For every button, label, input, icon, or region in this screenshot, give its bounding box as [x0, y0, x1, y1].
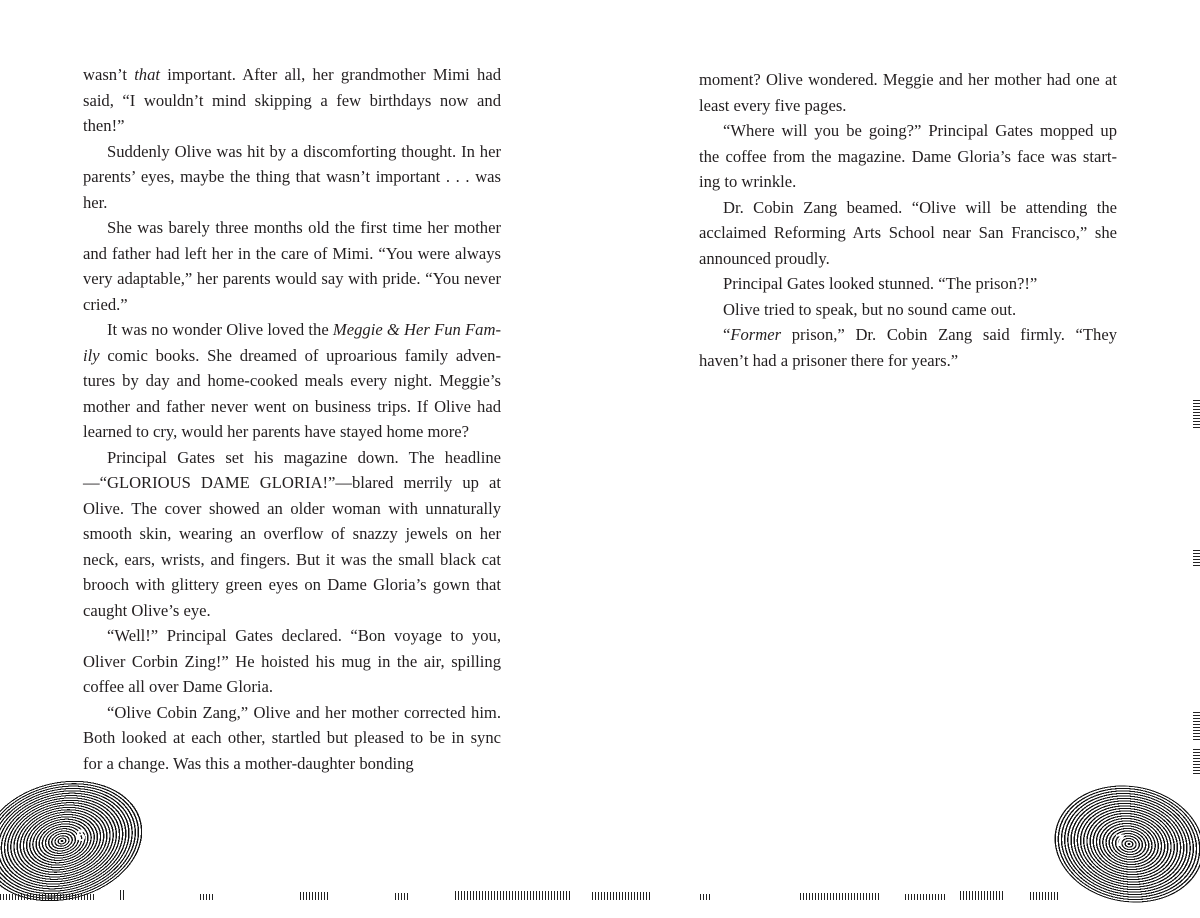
- text-run: important. After all, her grandmother Mimi had said, “I wouldn’t mind skipping a few birthdays now and then!”: [83, 65, 501, 135]
- paragraph: [699, 67, 1117, 118]
- italic-text-run: that: [134, 65, 161, 84]
- text-run: moment? Olive wondered. Meggie and her mother had one at least every five pages.: [699, 70, 1117, 115]
- text-run: Principal Gates looked stunned. “The prison?!”: [723, 274, 1038, 293]
- paragraph: [83, 623, 501, 700]
- edge-mark: [700, 894, 710, 900]
- text-run: Olive tried to speak, but no sound came out.: [723, 299, 1017, 319]
- edge-mark: [960, 891, 1005, 900]
- paragraph: [83, 139, 501, 216]
- edge-mark: [800, 893, 880, 900]
- edge-mark: [0, 894, 96, 900]
- paragraph: [699, 322, 1117, 373]
- right-edge-marks: [1190, 380, 1200, 780]
- edge-mark: [395, 893, 409, 900]
- page-number-left: 6: [76, 826, 86, 845]
- paragraph: [699, 297, 1117, 323]
- edge-mark: [300, 892, 330, 900]
- text-run: Suddenly Olive was hit by a discomforting thought. In her parents’ eyes, maybe the thing that wasn’t important . . . was her.: [83, 141, 501, 212]
- paragraph: [699, 195, 1117, 272]
- text-run: wasn’t: [83, 65, 135, 84]
- right-page-text: [699, 67, 1117, 373]
- side-mark: [1193, 710, 1200, 740]
- edge-mark: [905, 894, 945, 900]
- paragraph: [83, 62, 501, 139]
- side-mark: [1193, 548, 1200, 566]
- text-run: “Olive Cobin Zang,” Olive and her mother corrected him. Both looked at each other, startled but pleased to be in sync for a change. Was this a mother-daughter bonding: [83, 702, 501, 773]
- text-run: “Where will you be going?” Principal Gates mopped up the coffee from the magazine. Dame Gloria’s face was start-ing to wrinkle.: [699, 121, 1117, 191]
- paragraph: [699, 118, 1117, 195]
- italic-text-run: Former: [730, 325, 782, 344]
- page-number-right: 7: [1115, 831, 1125, 850]
- text-run: “: [723, 325, 731, 344]
- paragraph: [83, 317, 501, 445]
- text-run: prison,” Dr. Cobin Zang said firmly. “They haven’t had a prisoner there for years.”: [699, 325, 1117, 370]
- side-mark: [1193, 400, 1200, 428]
- italic-text-run: Meggie & Her Fun Fam-ily: [83, 320, 501, 365]
- edge-mark: [120, 890, 126, 900]
- paragraph: [83, 215, 501, 317]
- text-run: Principal Gates set his magazine down. The headline—“GLORIOUS DAME GLORIA!”—blared merrily up at Olive. The cover showed an older woman with unnaturally smooth skin, wearing an overflow of snazzy jewels on her neck, ears, wrists, and fingers. But it was the small black cat brooch with glittery green eyes on Dame Gloria’s gown that caught Olive’s eye.: [83, 447, 501, 620]
- left-page-text: [83, 62, 501, 776]
- text-run: comic books. She dreamed of uproarious family adven-tures by day and home-cooked meals every night. Meggie’s mother and father never went on business trips. If Olive had learned to cry, would her parents have stayed home more?: [83, 345, 501, 441]
- paragraph: [699, 271, 1117, 297]
- text-run: Dr. Cobin Zang beamed. “Olive will be attending the acclaimed Reforming Arts School near San Francisco,” she announced proudly.: [699, 197, 1117, 268]
- edge-mark: [455, 891, 570, 900]
- bottom-edge-marks: [0, 884, 1200, 900]
- text-run: She was barely three months old the first time her mother and father had left her in the care of Mimi. “You were always very adaptable,” her parents would say with pride. “You never cried.”: [83, 218, 501, 314]
- paragraph: [83, 445, 501, 624]
- text-run: “Well!” Principal Gates declared. “Bon voyage to you, Oliver Corbin Zing!” He hoisted his mug in the air, spilling coffee all over Dame Gloria.: [83, 626, 501, 696]
- paragraph: [83, 700, 501, 777]
- text-run: It was no wonder Olive loved the: [107, 320, 333, 339]
- edge-mark: [592, 892, 652, 900]
- side-mark: [1193, 748, 1200, 774]
- edge-mark: [200, 894, 214, 900]
- edge-mark: [1030, 892, 1060, 900]
